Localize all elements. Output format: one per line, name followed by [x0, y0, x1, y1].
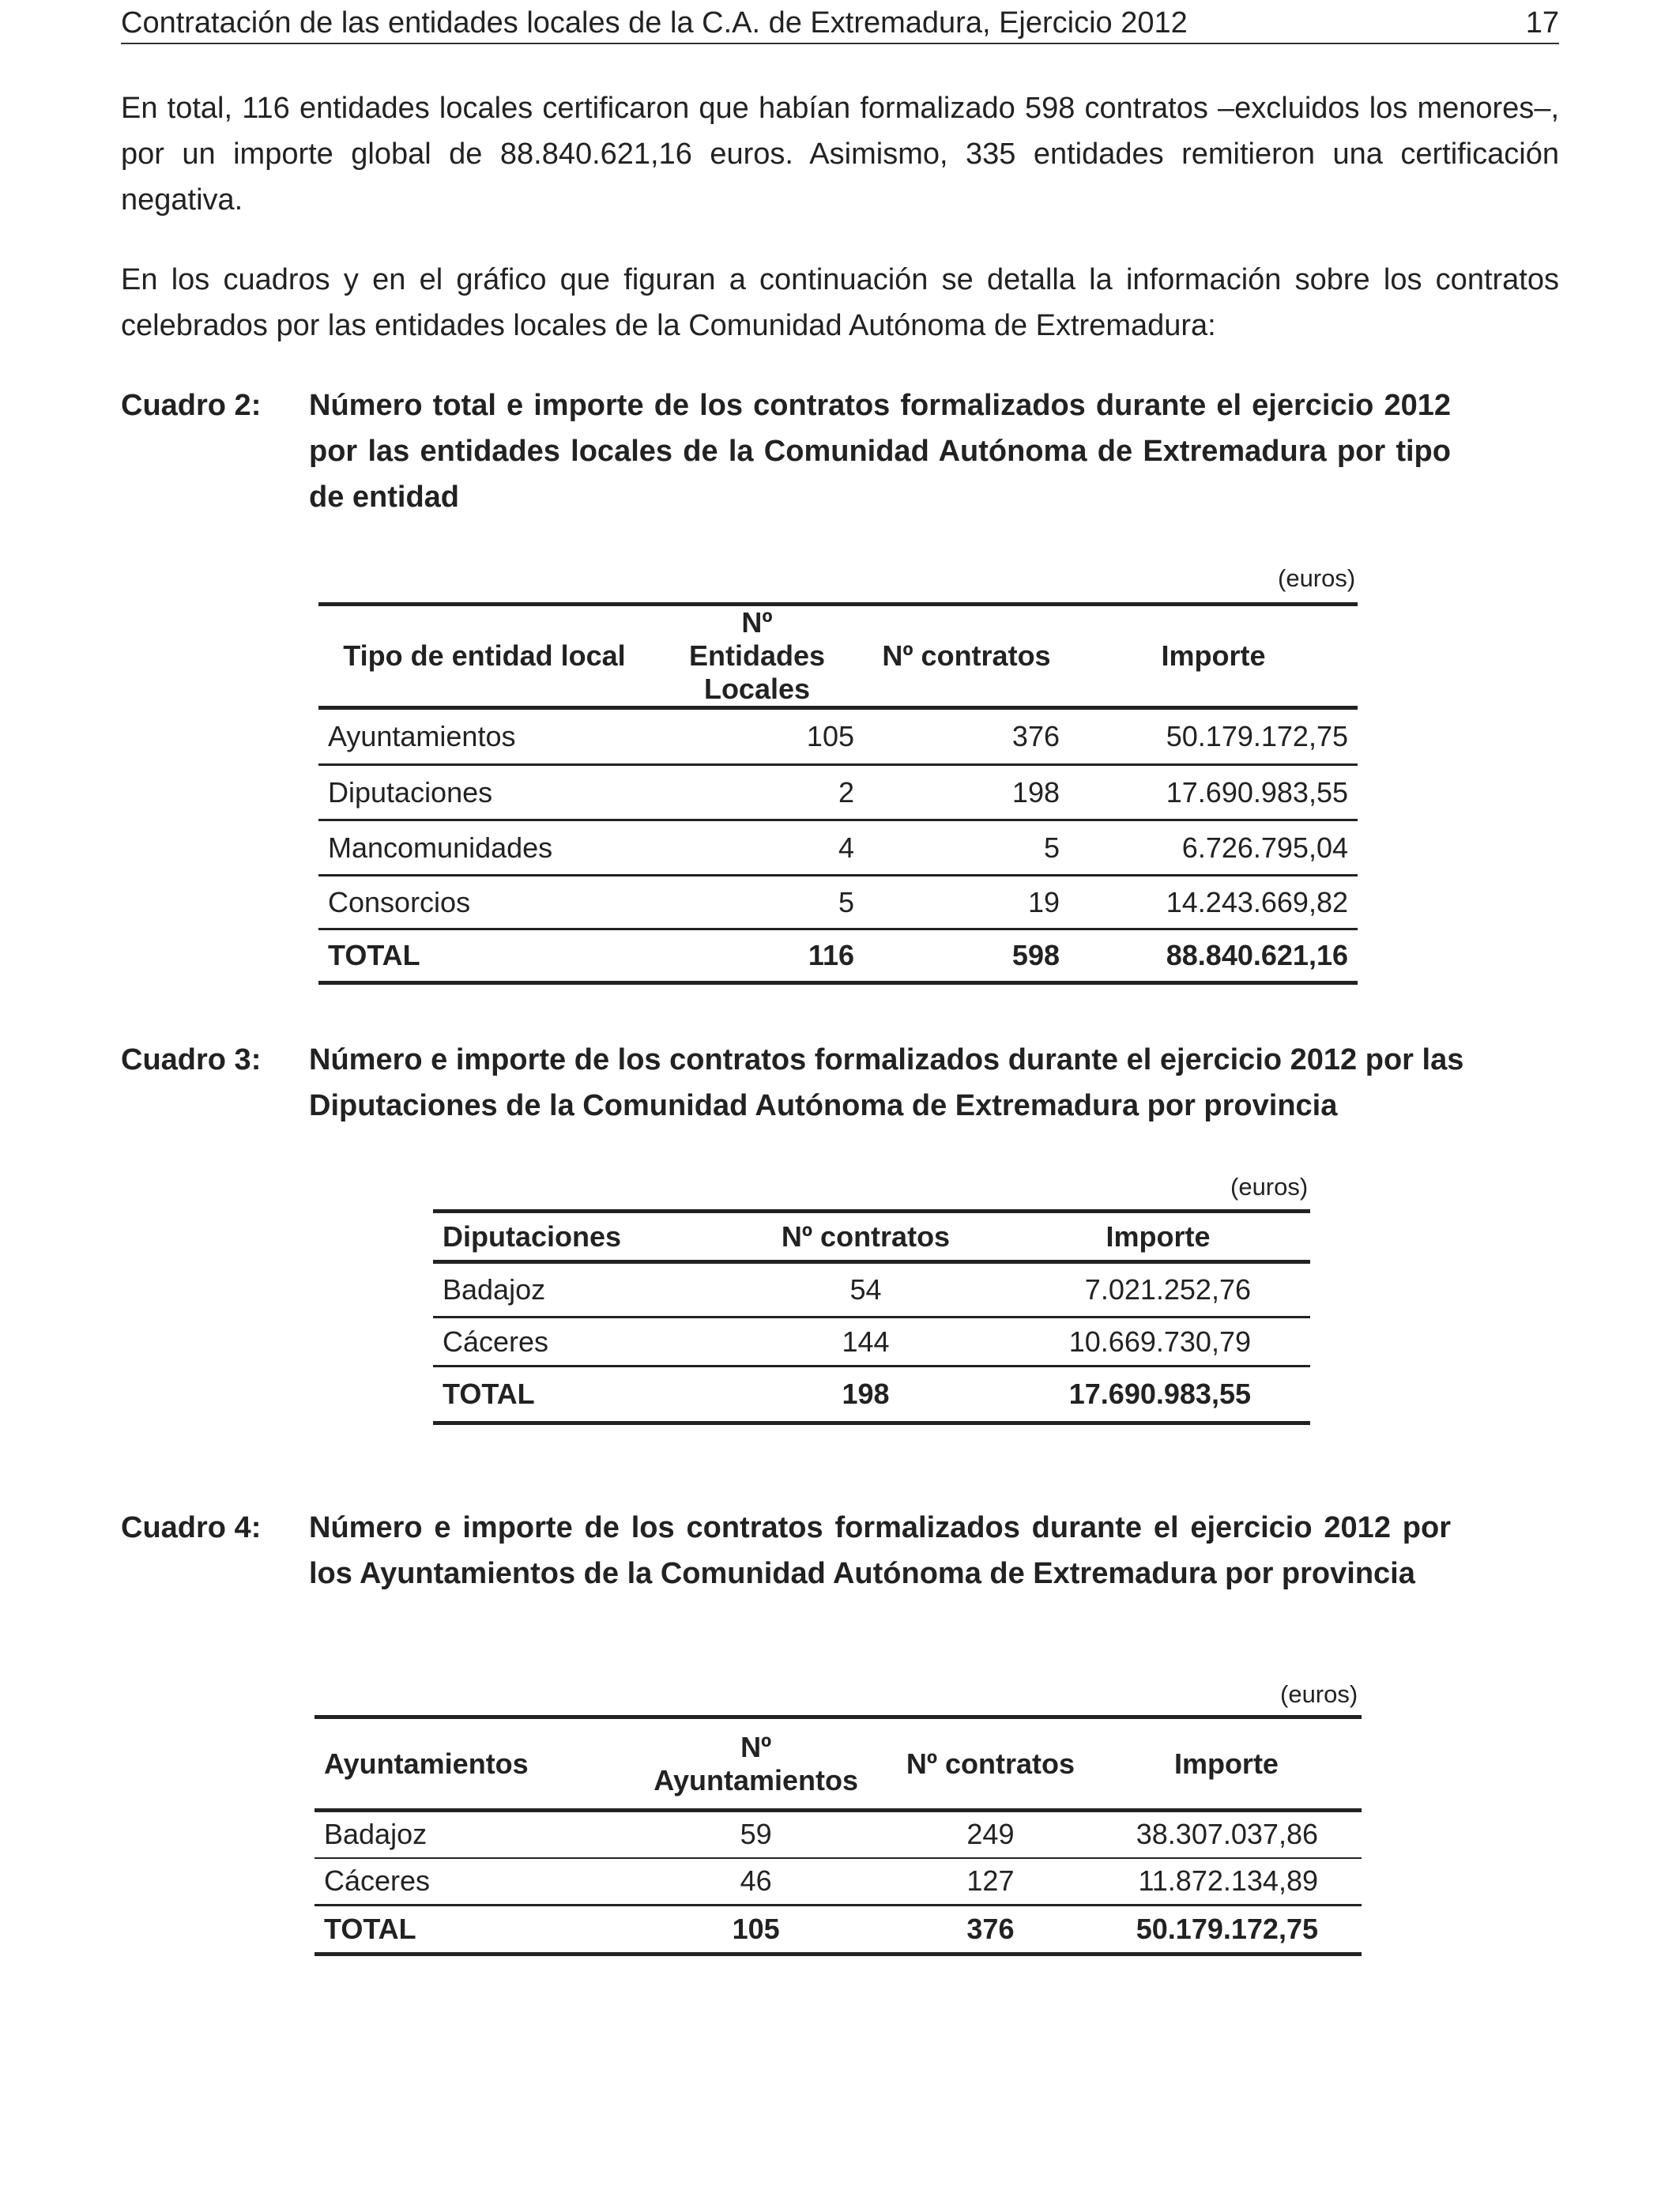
total-row: [318, 929, 1358, 983]
cuadro3-label: Cuadro 3:: [121, 1043, 262, 1076]
cell-contratos: 5: [1043, 831, 1060, 864]
total-label: TOTAL: [328, 939, 420, 971]
cuadro2-col-entidades: Nº Entidades Locales: [688, 606, 826, 705]
cell-importe: 38.307.037,86: [1136, 1818, 1318, 1851]
cell-provincia: Cáceres: [443, 1325, 549, 1358]
total-label: TOTAL: [443, 1378, 535, 1410]
cell-provincia: Badajoz: [324, 1818, 428, 1851]
cuadro2-title: Número total e importe de los contratos formalizados durante el ejercicio 2012 por las entidades locales de la Comunidad Autónoma de Extremadura por tipo de entidad: [309, 389, 1451, 514]
cell-tipo: Diputaciones: [328, 775, 493, 809]
cuadro2-table: [318, 602, 1358, 985]
total-importe: 88.840.621,16: [1166, 939, 1348, 971]
total-num-ayuntamientos: 105: [732, 1913, 780, 1945]
total-row: [433, 1367, 1310, 1423]
cell-tipo: Mancomunidades: [328, 831, 553, 864]
page-header: [121, 3, 1559, 44]
total-row: [315, 1906, 1362, 1955]
total-importe: 50.179.172,75: [1136, 1913, 1318, 1945]
total-label: TOTAL: [324, 1913, 416, 1945]
cell-provincia: Badajoz: [443, 1273, 546, 1306]
cell-importe: 6.726.795,04: [1181, 831, 1348, 864]
context-paragraph: En los cuadros y en el gráfico que figuran a continuación se detalla la información sobre los contratos celebrados por las entidades locales de la Comunidad Autónoma de Extremadura:: [121, 263, 1559, 342]
table-row: [318, 765, 1358, 820]
cuadro3-title: Número e importe de los contratos formalizados durante el ejercicio 2012 por las Diputaciones de la Comunidad Autónoma de Extremadura por provincia: [309, 1043, 1464, 1122]
table-row: [433, 1262, 1310, 1318]
cell-importe: 50.179.172,75: [1166, 720, 1348, 752]
cuadro4-label: Cuadro 4:: [121, 1511, 262, 1544]
cell-importe: 7.021.252,76: [1084, 1273, 1251, 1306]
total-importe: 17.690.983,55: [1068, 1378, 1251, 1410]
table-row: [315, 1811, 1362, 1858]
cell-tipo: Ayuntamientos: [328, 720, 516, 752]
cuadro3-col-diputaciones: Diputaciones: [443, 1220, 622, 1253]
cell-importe: 14.243.669,82: [1166, 885, 1348, 918]
table-row: [318, 708, 1358, 765]
header-title: Contratación de las entidades locales de la C.A. de Extremadura, Ejercicio 2012: [121, 6, 1188, 40]
cell-contratos: 249: [966, 1818, 1015, 1851]
cell-tipo: Consorcios: [328, 885, 471, 918]
cell-contratos: 127: [966, 1864, 1015, 1898]
total-entidades: 116: [808, 939, 854, 971]
cuadro2-unit: (euros): [1278, 564, 1356, 592]
cuadro2-col-tipo: Tipo de entidad local: [343, 639, 626, 672]
cuadro4-unit: (euros): [1280, 1680, 1358, 1708]
cell-contratos: 144: [842, 1325, 890, 1358]
table-row: [318, 876, 1358, 929]
cell-contratos: 376: [1011, 720, 1060, 752]
cell-provincia: Cáceres: [324, 1864, 431, 1898]
cell-entidades: 2: [838, 775, 854, 809]
cuadro4-header-row: [315, 1717, 1362, 1811]
cell-entidades: 5: [838, 885, 854, 918]
cuadro2-col-importe: Importe: [1161, 639, 1266, 672]
cell-importe: 11.872.134,89: [1138, 1864, 1318, 1898]
cell-contratos: 54: [849, 1273, 882, 1306]
cuadro2-col-contratos: Nº contratos: [882, 639, 1051, 672]
cell-num-ayuntamientos: 59: [740, 1818, 772, 1851]
page-number: 17: [1525, 6, 1559, 40]
total-contratos: 376: [966, 1913, 1015, 1945]
cell-importe: 10.669.730,79: [1068, 1325, 1251, 1358]
table-row: [315, 1858, 1362, 1906]
table-row: [318, 820, 1358, 876]
cuadro4-table: [315, 1715, 1362, 1956]
cuadro4-col-ayuntamientos: Ayuntamientos: [324, 1747, 529, 1780]
cuadro3-header-row: [433, 1212, 1310, 1262]
table-row: [433, 1318, 1310, 1367]
cuadro2-header-row: [318, 605, 1358, 708]
total-contratos: 198: [842, 1378, 890, 1410]
cuadro4-title: Número e importe de los contratos formalizados durante el ejercicio 2012 por los Ayuntamientos de la Comunidad Autónoma de Extremadura por provincia: [309, 1511, 1451, 1590]
cell-importe: 17.690.983,55: [1166, 775, 1348, 809]
cuadro3-unit: (euros): [1230, 1173, 1309, 1201]
cuadro4-col-num-ayuntamientos: Nº Ayuntamientos: [654, 1730, 858, 1796]
cell-contratos: 19: [1027, 885, 1060, 918]
cell-contratos: 198: [1011, 775, 1060, 809]
cuadro3-table: [433, 1209, 1310, 1425]
cuadro4-col-importe: Importe: [1173, 1747, 1279, 1780]
total-contratos: 598: [1011, 939, 1060, 971]
cell-entidades: 105: [806, 720, 854, 752]
cuadro4-col-contratos: Nº contratos: [906, 1747, 1075, 1780]
cuadro3-col-importe: Importe: [1106, 1220, 1211, 1253]
intro-paragraph: En total, 116 entidades locales certificaron que habían formalizado 598 contratos –excluidos los menores–, por un importe global de 88.840.621,16 euros. Asimismo, 335 entidades remitieron una certificación negativa.: [121, 92, 1559, 217]
cuadro3-col-contratos: Nº contratos: [781, 1220, 951, 1253]
cuadro2-label: Cuadro 2:: [121, 389, 262, 422]
cell-num-ayuntamientos: 46: [740, 1864, 772, 1898]
cell-entidades: 4: [838, 831, 854, 864]
